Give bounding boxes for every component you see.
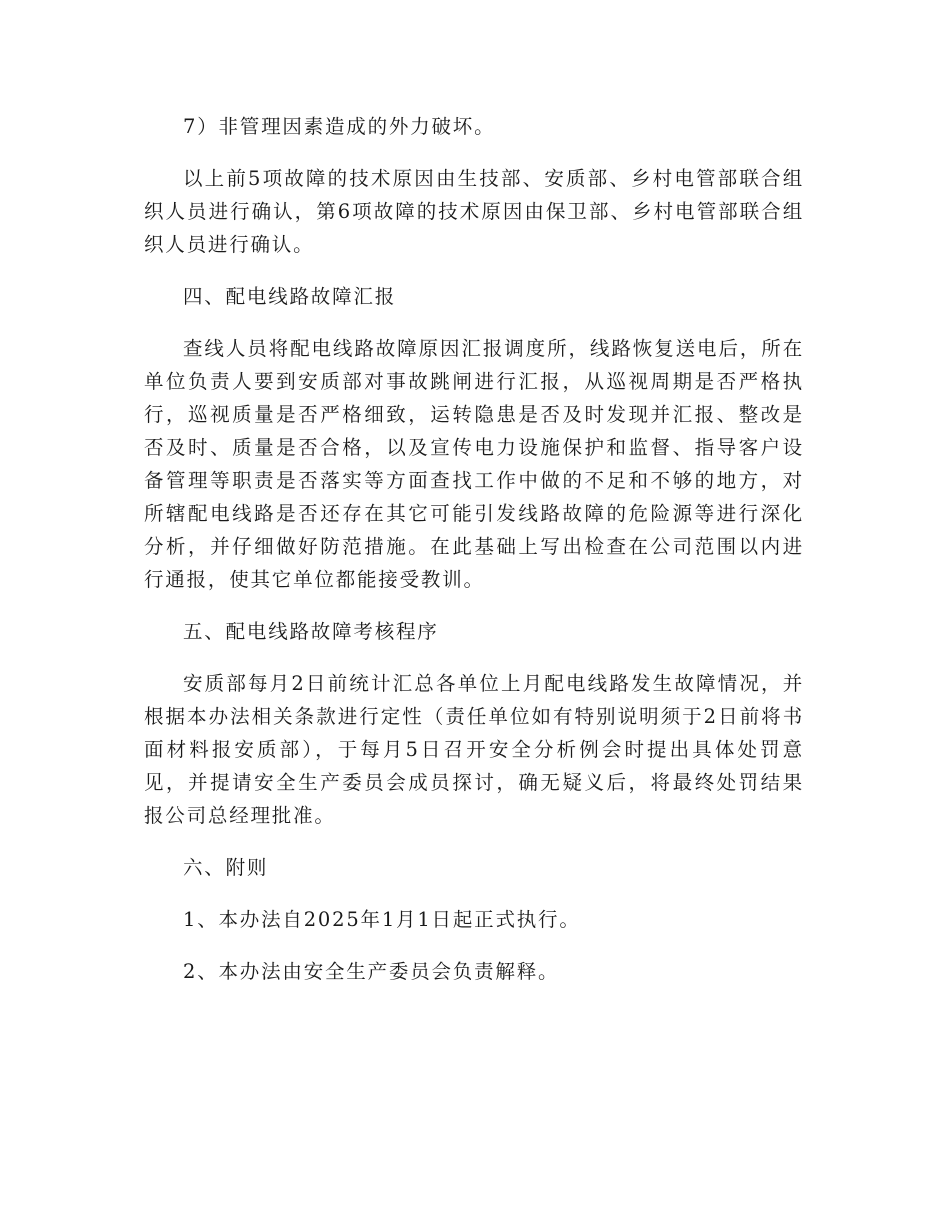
section-heading-4: 四、配电线路故障汇报	[183, 285, 397, 308]
list-item-7: 7）非管理因素造成的外力破坏。	[183, 115, 496, 138]
supplementary-item-2: 2、本办法由安全生产委员会负责解释。	[183, 960, 560, 983]
document-body	[144, 110, 804, 1007]
confirmation-paragraph: 以上前5项故障的技术原因由生技部、安质部、乡村电管部联合组织人员进行确认，第6项故障的技术原因由保卫部、乡村电管部联合组织人员进行确认。	[144, 167, 804, 256]
section-heading-6: 六、附则	[183, 856, 269, 879]
assessment-procedure-paragraph: 安质部每月2日前统计汇总各单位上月配电线路发生故障情况，并根据本办法相关条款进行定性（责任单位如有特别说明须于2日前将书面材料报安质部），于每月5日召开安全分析例会时提出具体处罚意见，并提请安全生产委员会成员探讨，确无疑义后，将最终处罚结果报公司总经理批准。	[144, 672, 804, 827]
supplementary-item-1: 1、本办法自2025年1月1日起正式执行。	[183, 908, 581, 931]
section-heading-5: 五、配电线路故障考核程序	[183, 620, 439, 643]
fault-report-paragraph: 查线人员将配电线路故障原因汇报调度所，线路恢复送电后，所在单位负责人要到安质部对事故跳闸进行汇报，从巡视周期是否严格执行，巡视质量是否严格细致，运转隐患是否及时发现并汇报、整改是否及时、质量是否合格，以及宣传电力设施保护和监督、指导客户设备管理等职责是否落实等方面查找工作中做的不足和不够的地方，对所辖配电线路是否还存在其它可能引发线路故障的危险源等进行深化分析，并仔细做好防范措施。在此基础上写出检查在公司范围以内进行通报，使其它单位都能接受教训。	[144, 337, 804, 591]
